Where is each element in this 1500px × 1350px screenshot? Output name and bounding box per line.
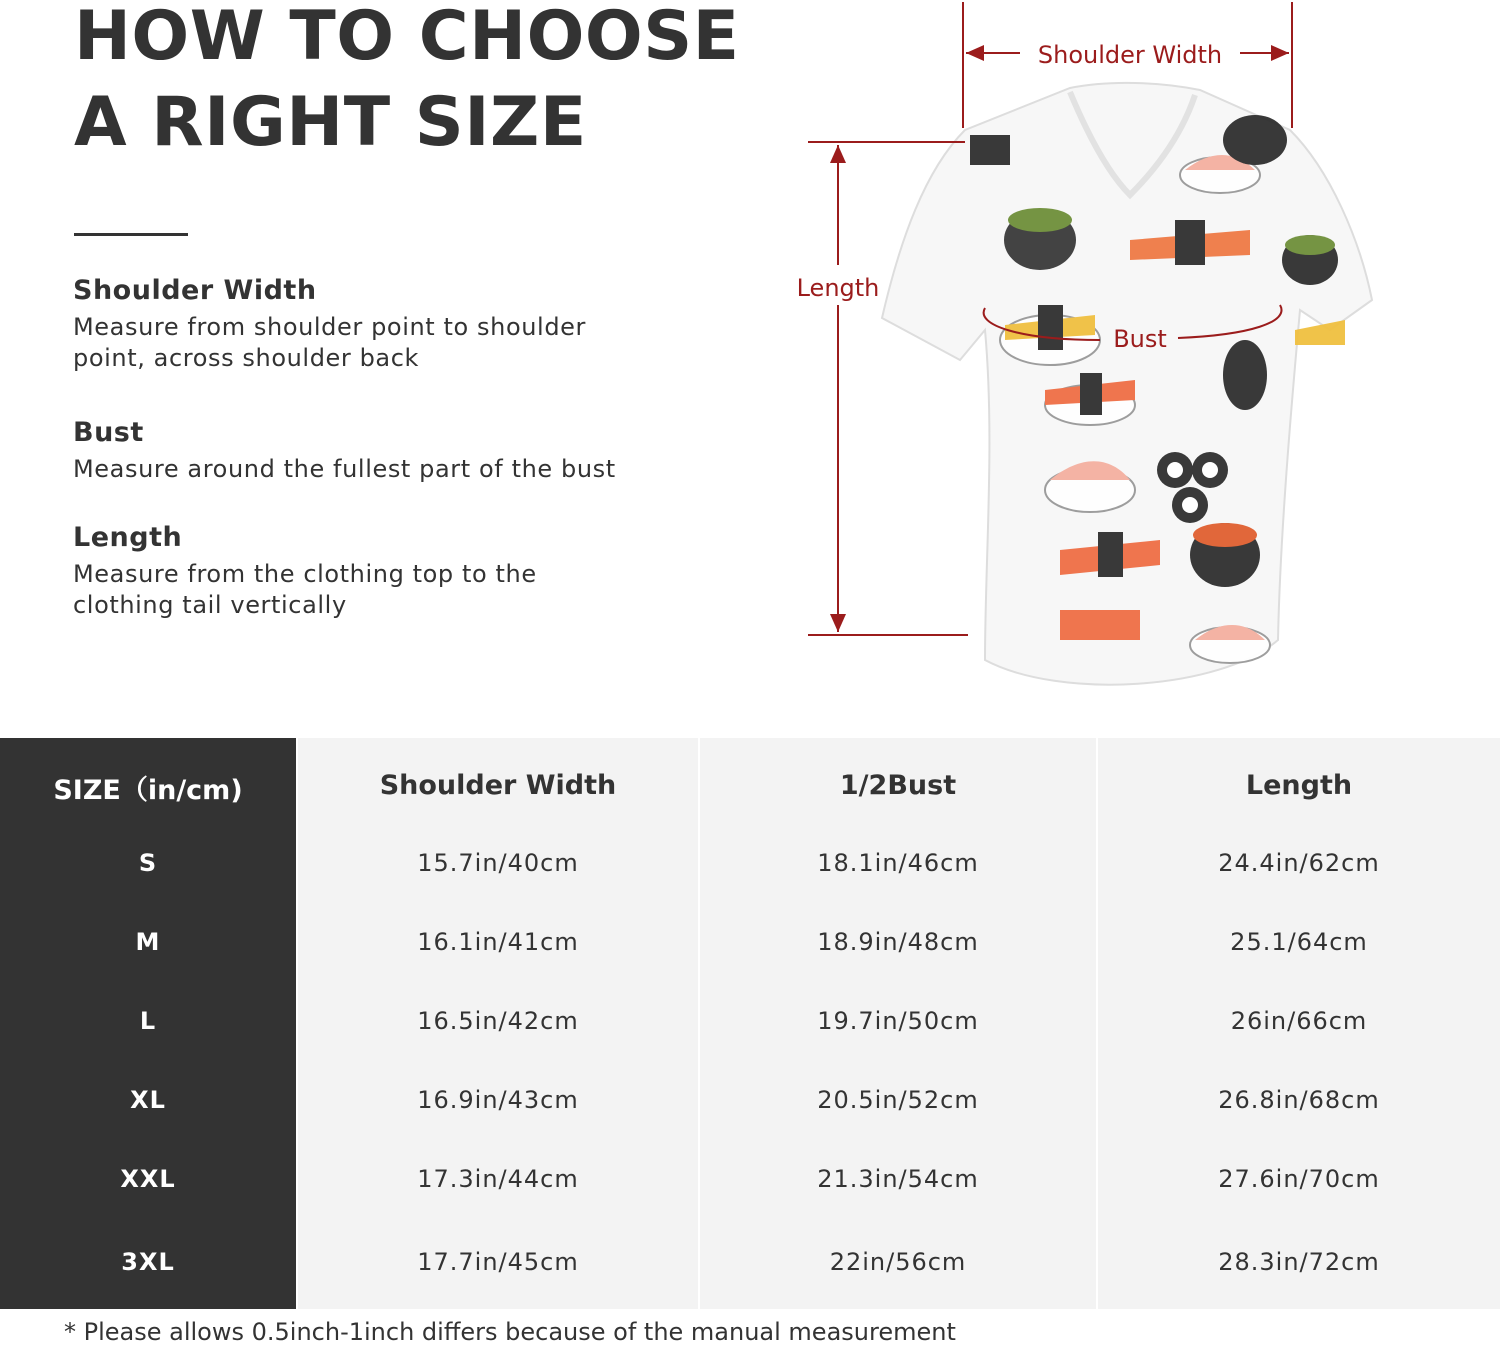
table-cell: 26in/66cm <box>1230 1007 1368 1035</box>
table-cell: 28.3in/72cm <box>1218 1248 1380 1276</box>
length-label: Length <box>796 274 880 302</box>
table-cell: 26.8in/68cm <box>1218 1086 1380 1114</box>
table-cell: 25.1/64cm <box>1230 928 1368 956</box>
shirt-measurement-diagram <box>780 0 1400 700</box>
table-cell: 18.1in/46cm <box>817 849 979 877</box>
table-cell: 15.7in/40cm <box>417 849 579 877</box>
table-cell: 22in/56cm <box>829 1248 967 1276</box>
guide-term: Shoulder Width <box>73 275 317 306</box>
guide-description: Measure from shoulder point to shoulder point, across shoulder back <box>73 313 586 372</box>
size-cell: S <box>138 849 158 877</box>
size-cell: XXL <box>120 1165 176 1193</box>
shoulder-width-column <box>298 738 698 1309</box>
table-cell: 19.7in/50cm <box>817 1007 979 1035</box>
bust-label: Bust <box>1113 325 1167 353</box>
table-cell: 16.5in/42cm <box>417 1007 579 1035</box>
guide-term: Length <box>73 522 183 553</box>
size-cell: 3XL <box>121 1248 175 1276</box>
table-cell: 27.6in/70cm <box>1218 1165 1380 1193</box>
column-header: Length <box>1245 770 1353 801</box>
guide-term: Bust <box>73 417 144 448</box>
title-divider <box>74 233 188 236</box>
column-header: 1/2Bust <box>839 770 957 801</box>
table-cell: 17.3in/44cm <box>417 1165 579 1193</box>
title-line-2: A RIGHT SIZE <box>74 83 587 162</box>
size-cell: XL <box>130 1086 166 1114</box>
size-table <box>0 738 1500 1309</box>
table-cell: 20.5in/52cm <box>817 1086 979 1114</box>
size-column <box>0 738 296 1309</box>
table-cell: 18.9in/48cm <box>817 928 979 956</box>
guide-description: Measure around the fullest part of the bust <box>73 455 616 483</box>
column-header: Shoulder Width <box>379 770 617 801</box>
length-column <box>1098 738 1500 1309</box>
table-cell: 17.7in/45cm <box>417 1248 579 1276</box>
guide-description: Measure from the clothing top to the clothing tail vertically <box>73 560 537 619</box>
table-cell: 16.9in/43cm <box>417 1086 579 1114</box>
guide-shoulder-width <box>73 274 673 374</box>
half-bust-column <box>700 738 1096 1309</box>
table-cell: 21.3in/54cm <box>817 1165 979 1193</box>
size-cell: M <box>135 928 161 956</box>
table-cell: 16.1in/41cm <box>417 928 579 956</box>
table-cell: 24.4in/62cm <box>1218 849 1380 877</box>
size-cell: L <box>139 1007 157 1035</box>
size-column-header: SIZE（in/cm) <box>53 775 243 806</box>
shoulder-width-label: Shoulder Width <box>1037 41 1223 69</box>
title-line-1: HOW TO CHOOSE <box>74 0 740 76</box>
guide-length <box>73 521 673 621</box>
guide-bust <box>73 416 673 485</box>
measurement-footnote: * Please allows 0.5inch-1inch differs because of the manual measurement <box>64 1318 956 1346</box>
page-title <box>74 0 740 166</box>
